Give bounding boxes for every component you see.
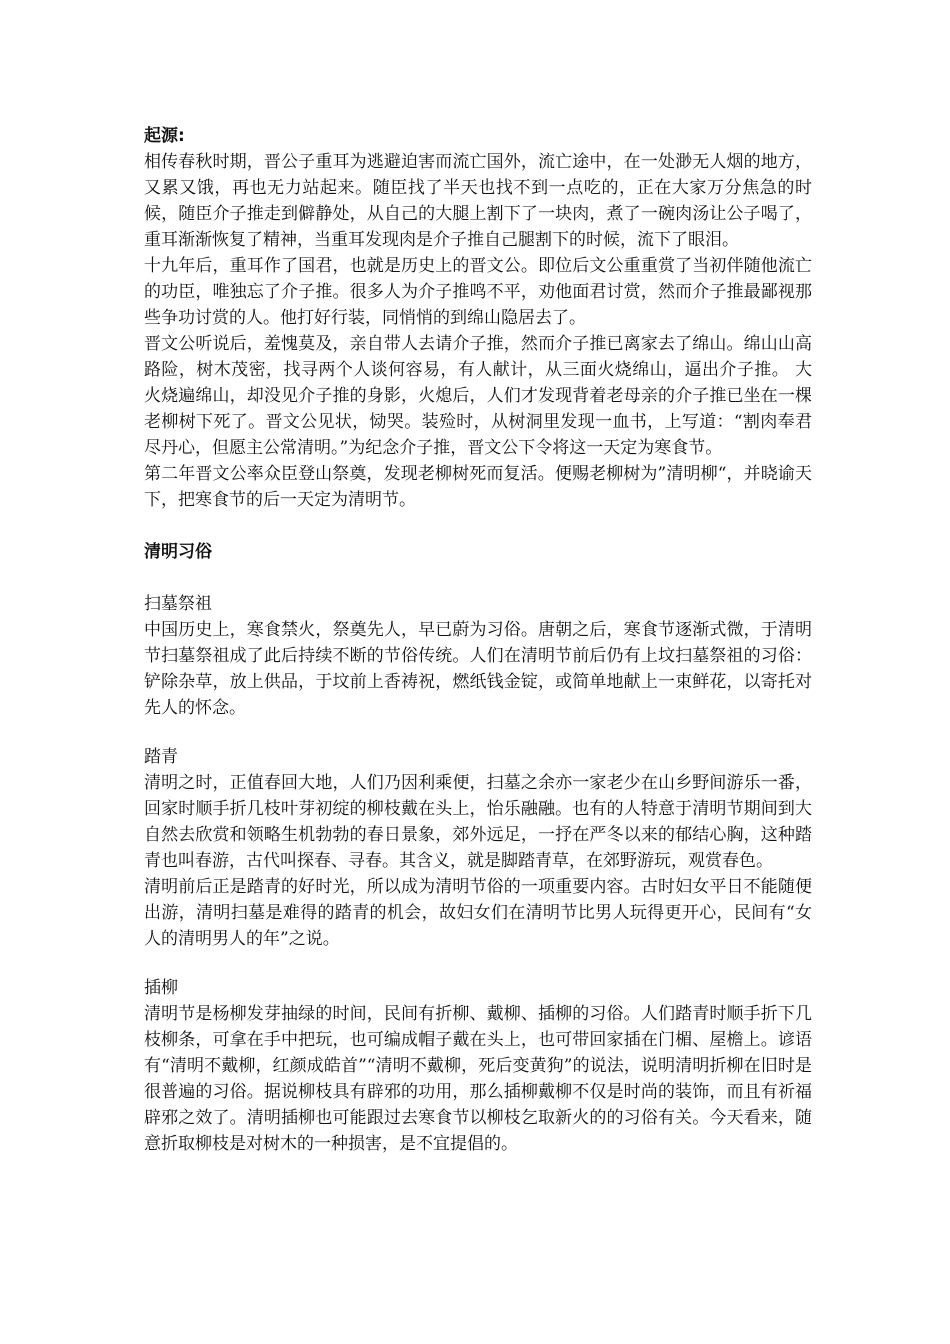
section-title-willow-planting: 插柳 xyxy=(144,978,178,998)
section-title-spring-outing: 踏青 xyxy=(144,747,178,767)
spring-outing-paragraph-2: 清明前后正是踏青的好时光，所以成为清明节俗的一项重要内容。古时妇女平日不能随便出游，清明扫墓是难得的踏青的机会，故妇女们在清明节比男人玩得更开心，民间有“女人的清明男人的年”之说。 xyxy=(144,877,812,949)
spacer xyxy=(144,721,812,744)
origin-paragraph-4: 第二年晋文公率众臣登山祭奠，发现老柳树死而复活。便赐老柳树为”清明柳“，并晓谕天下，把寒食节的后一天定为清明节。 xyxy=(144,464,812,510)
section-title-tomb-sweeping: 扫墓祭祖 xyxy=(144,594,212,614)
origin-paragraph-3: 晋文公听说后，羞愧莫及，亲自带人去请介子推，然而介子推已离家去了绵山。绵山山高路险，树木茂密，找寻两个人谈何容易，有人献计，从三面火烧绵山，逼出介子推。 大火烧遍绵山，却没见介子推的身影，火熄后，人们才发现背着老母亲的介子推已坐在一棵老柳树下死了。晋文公见状，恸哭。装殓时，从树洞里发现一血书，上写道：“割肉奉君尽丹心，但愿主公常清明。”为纪念介子推，晋文公下令将这一天定为寒食节。 xyxy=(144,334,812,458)
spacer xyxy=(144,513,812,539)
spacer xyxy=(144,952,812,975)
origin-paragraph-2: 十九年后，重耳作了国君，也就是历史上的晋文公。即位后文公重重赏了当初伴随他流亡的功臣，唯独忘了介子推。很多人为介子推鸣不平，劝他面君讨赏，然而介子推最鄙视那些争功讨赏的人。他打好行装，同悄悄的到绵山隐居去了。 xyxy=(144,256,812,328)
willow-planting-paragraph: 清明节是杨柳发芽抽绿的时间，民间有折柳、戴柳、插柳的习俗。人们踏青时顺手折下几枝柳条，可拿在手中把玩，也可编成帽子戴在头上，也可带回家插在门楣、屋檐上。谚语有“清明不戴柳，红颜成皓首”“清明不戴柳，死后变黄狗”的说法，说明清明折柳在旧时是很普遍的习俗。据说柳枝具有辟邪的功用，那么插柳戴柳不仅是时尚的装饰，而且有祈福辟邪之效了。清明插柳也可能跟过去寒食节以柳枝乞取新火的的习俗有关。今天看来，随意折取柳枝是对树木的一种损害，是不宜提倡的。 xyxy=(144,1004,812,1154)
document-page xyxy=(144,123,812,1157)
tomb-sweeping-paragraph: 中国历史上，寒食禁火，祭奠先人，早已蔚为习俗。唐朝之后，寒食节逐渐式微，于清明节扫墓祭祖成了此后持续不断的节俗传统。人们在清明节前后仍有上坟扫墓祭祖的习俗：铲除杂草，放上供品，于坟前上香祷祝，燃纸钱金锭，或简单地献上一束鲜花，以寄托对先人的怀念。 xyxy=(144,620,812,718)
spring-outing-paragraph-1: 清明之时，正值春回大地，人们乃因利乘便，扫墓之余亦一家老少在山乡野间游乐一番，回家时顺手折几枝叶芽初绽的柳枝戴在头上，怡乐融融。也有的人特意于清明节期间到大自然去欣赏和领略生机勃勃的春日景象，郊外远足，一抒在严冬以来的郁结心胸，这种踏青也叫春游，古代叫探春、寻春。其含义，就是脚踏青草，在郊野游玩，观赏春色。 xyxy=(144,773,812,871)
origin-paragraph-1: 相传春秋时期，晋公子重耳为逃避迫害而流亡国外，流亡途中，在一处渺无人烟的地方，又累又饿，再也无力站起来。随臣找了半天也找不到一点吃的，正在大家万分焦急的时候，随臣介子推走到僻静处，从自己的大腿上割下了一块肉，煮了一碗肉汤让公子喝了，重耳渐渐恢复了精神，当重耳发现肉是介子推自己腿割下的时候，流下了眼泪。 xyxy=(144,152,812,250)
origin-heading: 起源: xyxy=(144,126,185,146)
spacer xyxy=(144,565,812,591)
customs-heading: 清明习俗 xyxy=(144,542,212,562)
